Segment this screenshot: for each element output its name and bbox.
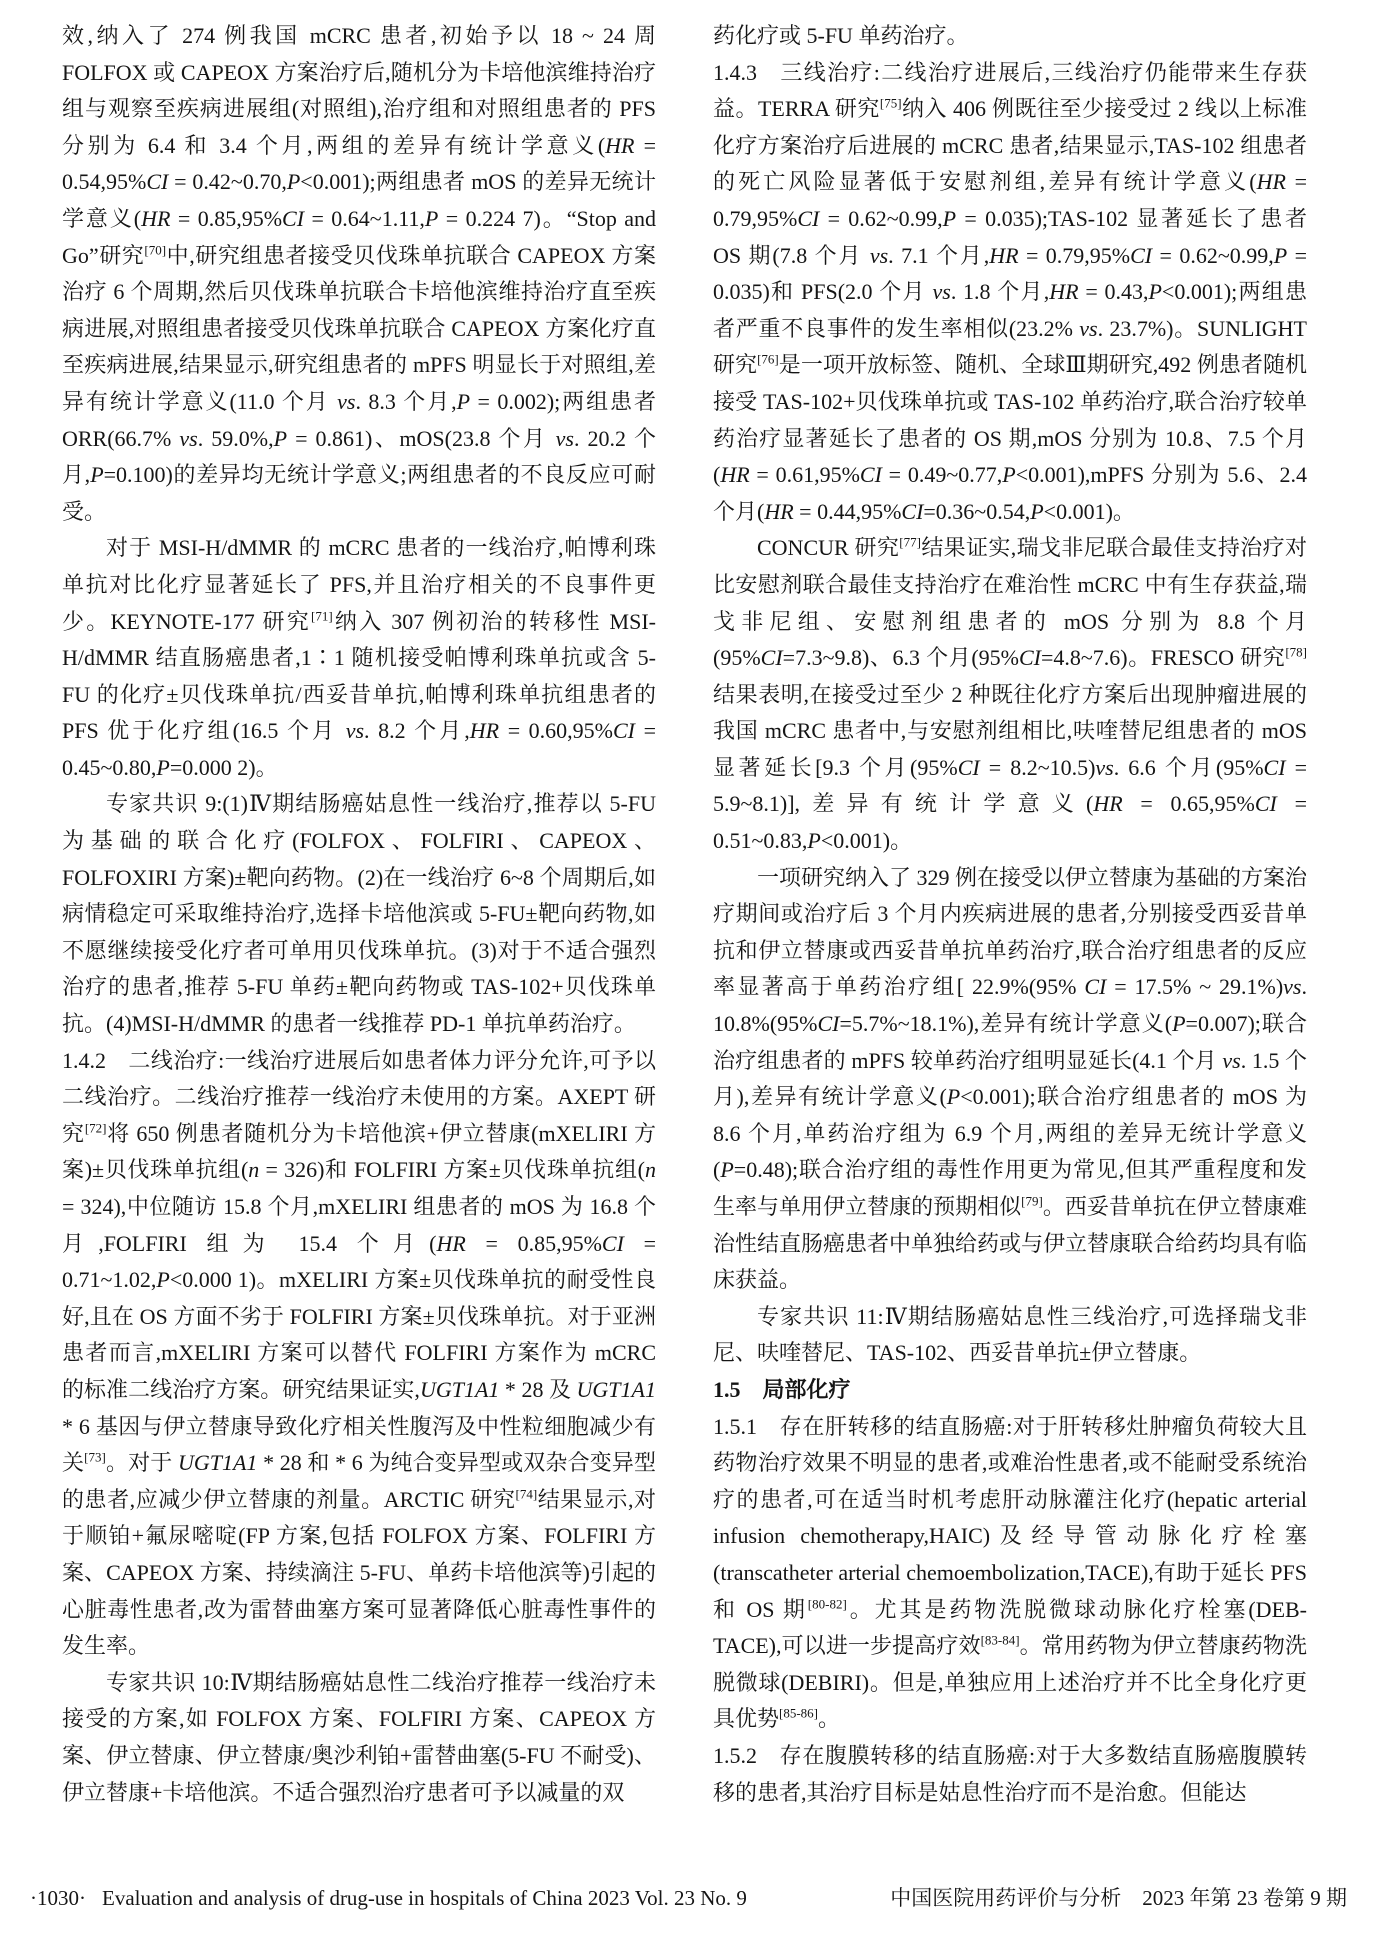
heading-section-1-5-local-chemotherapy: 1.5 局部化疗 — [713, 1376, 851, 1402]
para-expert-consensus-11: 专家共识 11:Ⅳ期结肠癌姑息性三线治疗,可选择瑞戈非尼、呋喹替尼、TAS-102、西妥昔单抗±伊立替康。 — [713, 1303, 1307, 1366]
para-second-line-section-1-4-2: 1.4.2 二线治疗:一线治疗进展后如患者体力评分允许,可予以二线治疗。二线治疗推荐一线治疗未使用的方案。AXEPT 研究[72]将 650 例患者随机分为卡培他滨+伊立替康(mXELIRI 方案)±贝伐珠单抗组(n = 326)和 FOLFIRI 方案±贝伐珠单抗组(n = 324),中位随访 15.8 个月,mXELIRI 组患者的 mOS 为 16.8 个月,FOLFIRI 组为 15.4 个月(HR = 0.85,95%CI = 0.71~1.02,P<0.000 1)。mXELIRI 方案±贝伐珠单抗的耐受性良好,且在 OS 方面不劣于 FOLFIRI 方案±贝伐珠单抗。对于亚洲患者而言,mXELIRI 方案可以替代 FOLFIRI 方案作为 mCRC 的标准二线治疗方案。研究结果证实,UGT1A1 * 28 及 UGT1A1 * 6 基因与伊立替康导致化疗相关性腹泻及中性粒细胞减少有关[73]。对于 UGT1A1 * 28 和 * 6 为纯合变异型或双杂合变异型的患者,应减少伊立替康的剂量。ARCTIC 研究[74]结果显示,对于顺铂+氟尿嘧啶(FP 方案,包括 FOLFOX 方案、FOLFIRI 方案、CAPEOX 方案、持续滴注 5-FU、单药卡培他滨等)引起的心脏毒性患者,改为雷替曲塞方案可显著降低心脏毒性事件的发生率。 — [62, 1047, 656, 1659]
para-expert-consensus-9: 专家共识 9:(1)Ⅳ期结肠癌姑息性一线治疗,推荐以 5-FU 为基础的联合化疗(FOLFOX、FOLFIRI、CAPEOX、FOLFOXIRI 方案)±靶向药物。(2)在一线治疗 6~8 个周期后,如病情稳定可采取维持治疗,选择卡培他滨或 5-FU±靶向药物,如不愿继续接受化疗者可单用贝伐珠单抗。(3)对于不适合强烈治疗的患者,推荐 5-FU 单药±靶向药物或 TAS-102+贝伐珠单抗。(4)MSI-H/dMMR 的患者一线推荐 PD-1 单抗单药治疗。 — [62, 791, 656, 1037]
para-liver-metastasis-section-1-5-1: 1.5.1 存在肝转移的结直肠癌:对于肝转移灶肿瘤负荷较大且药物治疗效果不明显的患者,或难治性患者,或不能耐受系统治疗的患者,可在适当时机考虑肝动脉灌注化疗(hepatic arterial infusion chemotherapy,HAIC)及经导管动脉化疗栓塞(transcatheter arterial chemoembolization,TACE),有助于延长 PFS 和 OS 期[80-82]。尤其是药物洗脱微球动脉化疗栓塞(DEB-TACE),可以进一步提高疗效[83-84]。常用药物为伊立替康药物洗脱微球(DEBIRI)。但是,单独应用上述治疗并不比全身化疗更具优势[85-86]。 — [713, 1413, 1308, 1732]
left-column — [62, 18, 656, 1811]
footer-journal-title-zh: 中国医院用药评价与分析 2023 年第 23 卷第 9 期 — [890, 1886, 1347, 1910]
para-msi-h-first-line-keynote177: 对于 MSI-H/dMMR 的 mCRC 患者的一线治疗,帕博利珠单抗对比化疗显著延长了 PFS,并且治疗相关的不良事件更少。KEYNOTE-177 研究[71]纳入 307 例初治的转移性 MSI-H/dMMR 结直肠癌患者,1∶1 随机接受帕博利珠单抗或含 5-FU 的化疗±贝伐珠单抗/西妥昔单抗,帕博利珠单抗组患者的 PFS 优于化疗组(16.5 个月 vs. 8.2 个月,HR = 0.60,95%CI = 0.45~0.80,P=0.000 2)。 — [62, 535, 656, 780]
para-third-line-section-1-4-3: 1.4.3 三线治疗:二线治疗进展后,三线治疗仍能带来生存获益。TERRA 研究[75]纳入 406 例既往至少接受过 2 线以上标准化疗方案治疗后进展的 mCRC 患者,结果显示,TAS-102 组患者的死亡风险显著低于安慰剂组,差异有统计学意义(HR = 0.79,95%CI = 0.62~0.99,P = 0.035);TAS-102 显著延长了患者 OS 期(7.8 个月 vs. 7.1 个月,HR = 0.79,95%CI = 0.62~0.99,P = 0.035)和 PFS(2.0 个月 vs. 1.8 个月,HR = 0.43,P<0.001);两组患者严重不良事件的发生率相似(23.2% vs. 23.7%)。SUNLIGHT 研究[76]是一项开放标签、随机、全球Ⅲ期研究,492 例患者随机接受 TAS-102+贝伐珠单抗或 TAS-102 单药治疗,联合治疗较单药治疗显著延长了患者的 OS 期,mOS 分别为 10.8、7.5 个月(HR = 0.61,95%CI = 0.49~0.77,P<0.001),mPFS 分别为 5.6、2.4 个月(HR = 0.44,95%CI=0.36~0.54,P<0.001)。 — [713, 59, 1308, 524]
para-peritoneal-metastasis-section-1-5-2: 1.5.2 存在腹膜转移的结直肠癌:对于大多数结直肠癌腹膜转移的患者,其治疗目标是姑息性治疗而不是治愈。但能达 — [713, 1742, 1307, 1805]
page-footer — [30, 1882, 1347, 1912]
footer-left — [30, 1886, 747, 1911]
para-capecitabine-maintenance-study: 效,纳入了 274 例我国 mCRC 患者,初始予以 18 ~ 24 周 FOLFOX 或 CAPEOX 方案治疗后,随机分为卡培他滨维持治疗组与观察至疾病进展组(对照组),治疗组和对照组患者的 PFS 分别为 6.4 和 3.4 个月,两组的差异有统计学意义(HR = 0.54,95%CI = 0.42~0.70,P<0.001);两组患者 mOS 的差异无统计学意义(HR = 0.85,95%CI = 0.64~1.11,P = 0.224 7)。“Stop and Go”研究[70]中,研究组患者接受贝伐珠单抗联合 CAPEOX 方案治疗 6 个周期,然后贝伐珠单抗联合卡培他滨维持治疗直至疾病进展,对照组患者接受贝伐珠单抗联合 CAPEOX 方案化疗直至疾病进展,结果显示,研究组患者的 mPFS 明显长于对照组,差异有统计学意义(11.0 个月 vs. 8.3 个月,P = 0.002);两组患者 ORR(66.7% vs. 59.0%,P = 0.861)、mOS(23.8 个月 vs. 20.2 个月,P=0.100)的差异均无统计学意义;两组患者的不良反应可耐受。 — [62, 23, 657, 524]
footer-page-number: ·1030· — [30, 1886, 86, 1910]
right-column — [713, 18, 1307, 1811]
para-cetuximab-irinotecan-study: 一项研究纳入了 329 例在接受以伊立替康为基础的方案治疗期间或治疗后 3 个月内疾病进展的患者,分别接受西妥昔单抗和伊立替康或西妥昔单抗单药治疗,联合治疗组患者的反应率显著高于单药治疗组[ 22.9%(95% CI = 17.5% ~ 29.1%)vs. 10.8%(95%CI=5.7%~18.1%),差异有统计学意义(P=0.007);联合治疗组患者的 mPFS 较单药治疗组明显延长(4.1 个月 vs. 1.5 个月),差异有统计学意义(P<0.001);联合治疗组患者的 mOS 为 8.6 个月,单药治疗组为 6.9 个月,两组的差异无统计学意义(P=0.48);联合治疗组的毒性作用更为常见,但其严重程度和发生率与单用伊立替康的预期相似[79]。西妥昔单抗在伊立替康难治性结直肠癌患者中单独给药或与伊立替康联合给药均具有临床获益。 — [713, 864, 1308, 1293]
para-continuation-from-left-column: 药化疗或 5-FU 单药治疗。 — [713, 23, 969, 48]
para-concur-fresco-studies: CONCUR 研究[77]结果证实,瑞戈非尼联合最佳支持治疗对比安慰剂联合最佳支持治疗在难治性 mCRC 中有生存获益,瑞戈非尼组、安慰剂组患者的 mOS 分别为 8.8 个月(95%CI=7.3~9.8)、6.3 个月(95%CI=4.8~7.6)。FRESCO 研究[78]结果表明,在接受过至少 2 种既往化疗方案后出现肿瘤进展的我国 mCRC 患者中,与安慰剂组相比,呋喹替尼组患者的 mOS 显著延长[9.3 个月(95%CI = 8.2~10.5)vs. 6.6 个月(95%CI = 5.9~8.1)],差异有统计学意义(HR = 0.65,95%CI = 0.51~0.83,P<0.001)。 — [713, 534, 1307, 854]
footer-journal-title-en: Evaluation and analysis of drug-use in hospitals of China 2023 Vol. 23 No. 9 — [102, 1886, 747, 1910]
para-expert-consensus-10: 专家共识 10:Ⅳ期结肠癌姑息性二线治疗推荐一线治疗未接受的方案,如 FOLFOX 方案、FOLFIRI 方案、CAPEOX 方案、伊立替康、伊立替康/奥沙利铂+雷替曲塞(5-FU 不耐受)、伊立替康+卡培他滨。不适合强烈治疗患者可予以减量的双 — [62, 1669, 656, 1805]
